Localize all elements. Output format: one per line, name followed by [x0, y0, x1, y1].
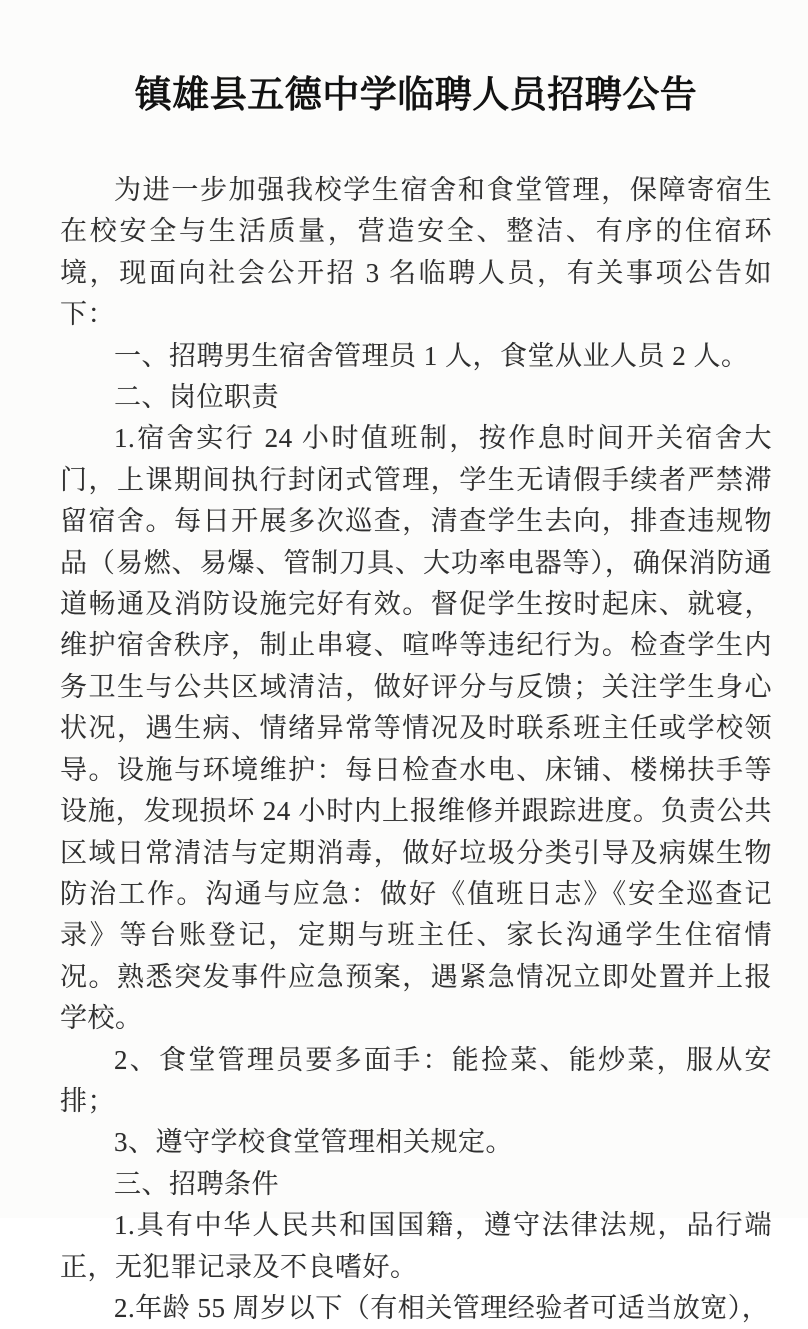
- section-2-heading-job-duties: 二、岗位职责: [114, 382, 279, 413]
- job-duty-3-canteen-rules: 3、遵守学校食堂管理相关规定。: [114, 1127, 513, 1158]
- job-duty-1-dorm-manager: 1.宿舍实行 24 小时值班制，按作息时间开关宿舍大门，上课期间执行封闭式管理，学生无请假手续者严禁滞留宿舍。每日开展多次巡查，清查学生去向，排查违规物品（易燃、易爆、管制刀具、大功率电器等），确保消防通道畅通及消防设施完好有效。督促学生按时起床、就寝，维护宿舍秩序，制止串寝、喧哗等违纪行为。检查学生内务卫生与公共区域清洁，做好评分与反馈；关注学生身心状况，遇生病、情绪异常等情况及时联系班主任或学校领导。设施与环境维护：每日检查水电、床铺、楼梯扶手等设施，发现损坏 24 小时内上报维修并跟踪进度。负责公共区域日常清洁与定期消毒，做好垃圾分类引导及病媒生物防治工作。沟通与应急：做好《值班日志》《安全巡查记录》等台账登记，定期与班主任、家长沟通学生住宿情况。熟悉突发事件应急预案，遇紧急情况立即处置并上报学校。: [60, 423, 772, 1034]
- requirement-1-nationality-conduct: 1.具有中华人民共和国国籍，遵守法律法规，品行端正，无犯罪记录及不良嗜好。: [60, 1210, 772, 1282]
- paragraph-intro: 为进一步加强我校学生宿舍和食堂管理，保障寄宿生在校安全与生活质量，营造安全、整洁、有序的住宿环境，现面向社会公开招 3 名临聘人员，有关事项公告如下：: [60, 175, 772, 330]
- job-duty-2-canteen-worker: 2、食堂管理员要多面手：能捡菜、能炒菜，服从安排；: [60, 1044, 772, 1116]
- section-1-recruitment-count: 一、招聘男生宿舍管理员 1 人，食堂从业人员 2 人。: [114, 340, 749, 371]
- section-3-heading-requirements: 三、招聘条件: [114, 1168, 279, 1199]
- document-body: [60, 170, 772, 1329]
- document-title: 镇雄县五德中学临聘人员招聘公告: [134, 75, 698, 116]
- requirement-2-age-limit: 2.年龄 55 周岁以下（有相关管理经验者可适当放宽），: [114, 1292, 770, 1323]
